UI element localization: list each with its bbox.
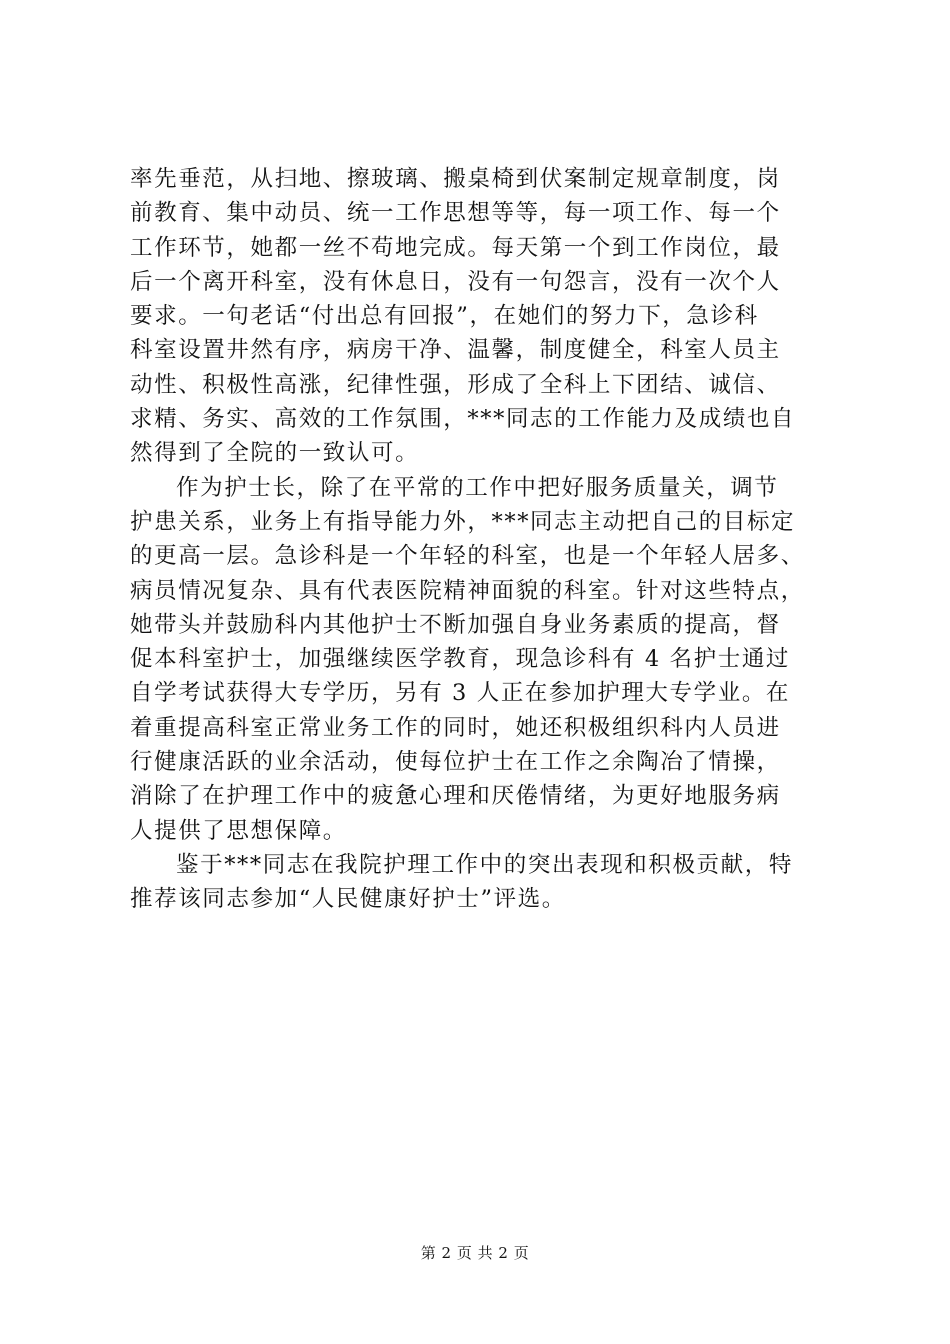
paragraph — [130, 162, 830, 471]
text-line: 推荐该同志参加“人民健康好护士”评选。 — [130, 886, 566, 913]
text-line: 的更高一层。急诊科是一个年轻的科室，也是一个年轻人居多、 — [130, 543, 805, 570]
text-line: 工作环节，她都一丝不苟地完成。每天第一个到工作岗位，最 — [130, 234, 781, 261]
text-line: 前教育、集中动员、统一工作思想等等，每一项工作、每一个 — [130, 200, 781, 227]
text-line: 自学考试获得大专学历，另有 3 人正在参加护理大专学业。在 — [130, 680, 791, 707]
text-line: 然得到了全院的一致认可。 — [130, 440, 420, 467]
text-line: 她带头并鼓励科内其他护士不断加强自身业务素质的提高，督 — [130, 611, 781, 638]
text-line: 率先垂范，从扫地、擦玻璃、搬桌椅到伏案制定规章制度，岗 — [130, 166, 781, 192]
paragraph — [130, 471, 830, 848]
text-line: 要求。一句老话“付出总有回报”，在她们的努力下，急诊科 — [130, 303, 759, 330]
page-number-footer: 第 2 页 共 2 页 — [420, 1244, 530, 1262]
text-line: 动性、积极性高涨，纪律性强，形成了全科上下团结、诚信、 — [130, 371, 781, 398]
text-line: 人提供了思想保障。 — [130, 817, 347, 844]
text-line: 护患关系，业务上有指导能力外，***同志主动把自己的目标定 — [130, 508, 796, 535]
text-line: 着重提高科室正常业务工作的同时，她还积极组织科内人员进 — [130, 714, 781, 741]
text-line: 促本科室护士，加强继续医学教育，现急诊科有 4 名护士通过 — [130, 646, 791, 673]
paragraph — [130, 848, 830, 917]
text-line: 科室设置井然有序，病房干净、温馨，制度健全，科室人员主 — [130, 337, 781, 364]
text-line: 鉴于***同志在我院护理工作中的突出表现和积极贡献，特 — [176, 851, 793, 878]
text-line: 作为护士长，除了在平常的工作中把好服务质量关，调节 — [176, 474, 779, 501]
document-body — [130, 162, 830, 917]
text-line: 行健康活跃的业余活动，使每位护士在工作之余陶冶了情操， — [130, 749, 781, 776]
text-line: 病员情况复杂、具有代表医院精神面貌的科室。针对这些特点， — [130, 577, 805, 604]
text-line: 后一个离开科室，没有休息日，没有一句怨言，没有一次个人 — [130, 268, 781, 295]
text-line: 消除了在护理工作中的疲惫心理和厌倦情绪，为更好地服务病 — [130, 783, 781, 810]
text-line: 求精、务实、高效的工作氛围，***同志的工作能力及成绩也自 — [130, 406, 796, 433]
